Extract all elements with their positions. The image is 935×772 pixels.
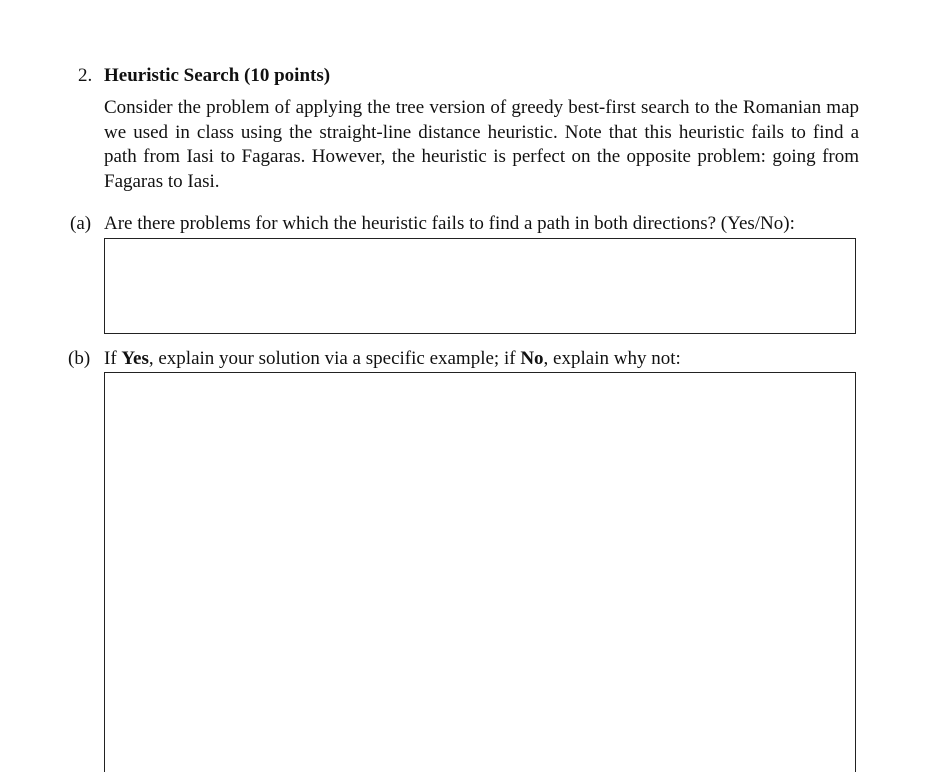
question-title-text: Heuristic Search xyxy=(104,65,240,86)
part-b-prefix: If xyxy=(104,348,122,369)
question-points: (10 points) xyxy=(244,65,331,86)
question-body: Consider the problem of applying the tree version of greedy best-first search to the Romanian map we used in class using the straight-line distance heuristic. Note that this heuristic fails to find a path from Iasi to Fagaras. However, the heuristic is perfect on the opposite problem: going from Fagaras to Iasi. xyxy=(104,97,859,192)
part-a-text: Are there problems for which the heuristic fails to find a path in both directions? (Yes/No): xyxy=(104,213,795,234)
question-number: 2. xyxy=(78,65,93,86)
part-b-yes: Yes xyxy=(121,348,149,369)
part-b-middle: , explain your solution via a specific example; if xyxy=(148,348,521,369)
part-b-suffix: , explain why not: xyxy=(543,348,681,369)
part-b-label: (b) xyxy=(68,348,91,369)
part-b-answer-box[interactable] xyxy=(104,372,856,772)
question-title xyxy=(104,64,330,88)
part-a-label: (a) xyxy=(70,213,92,234)
part-a-answer-box[interactable] xyxy=(104,238,856,334)
part-b-no: No xyxy=(520,348,544,369)
part-b-text xyxy=(104,347,681,371)
